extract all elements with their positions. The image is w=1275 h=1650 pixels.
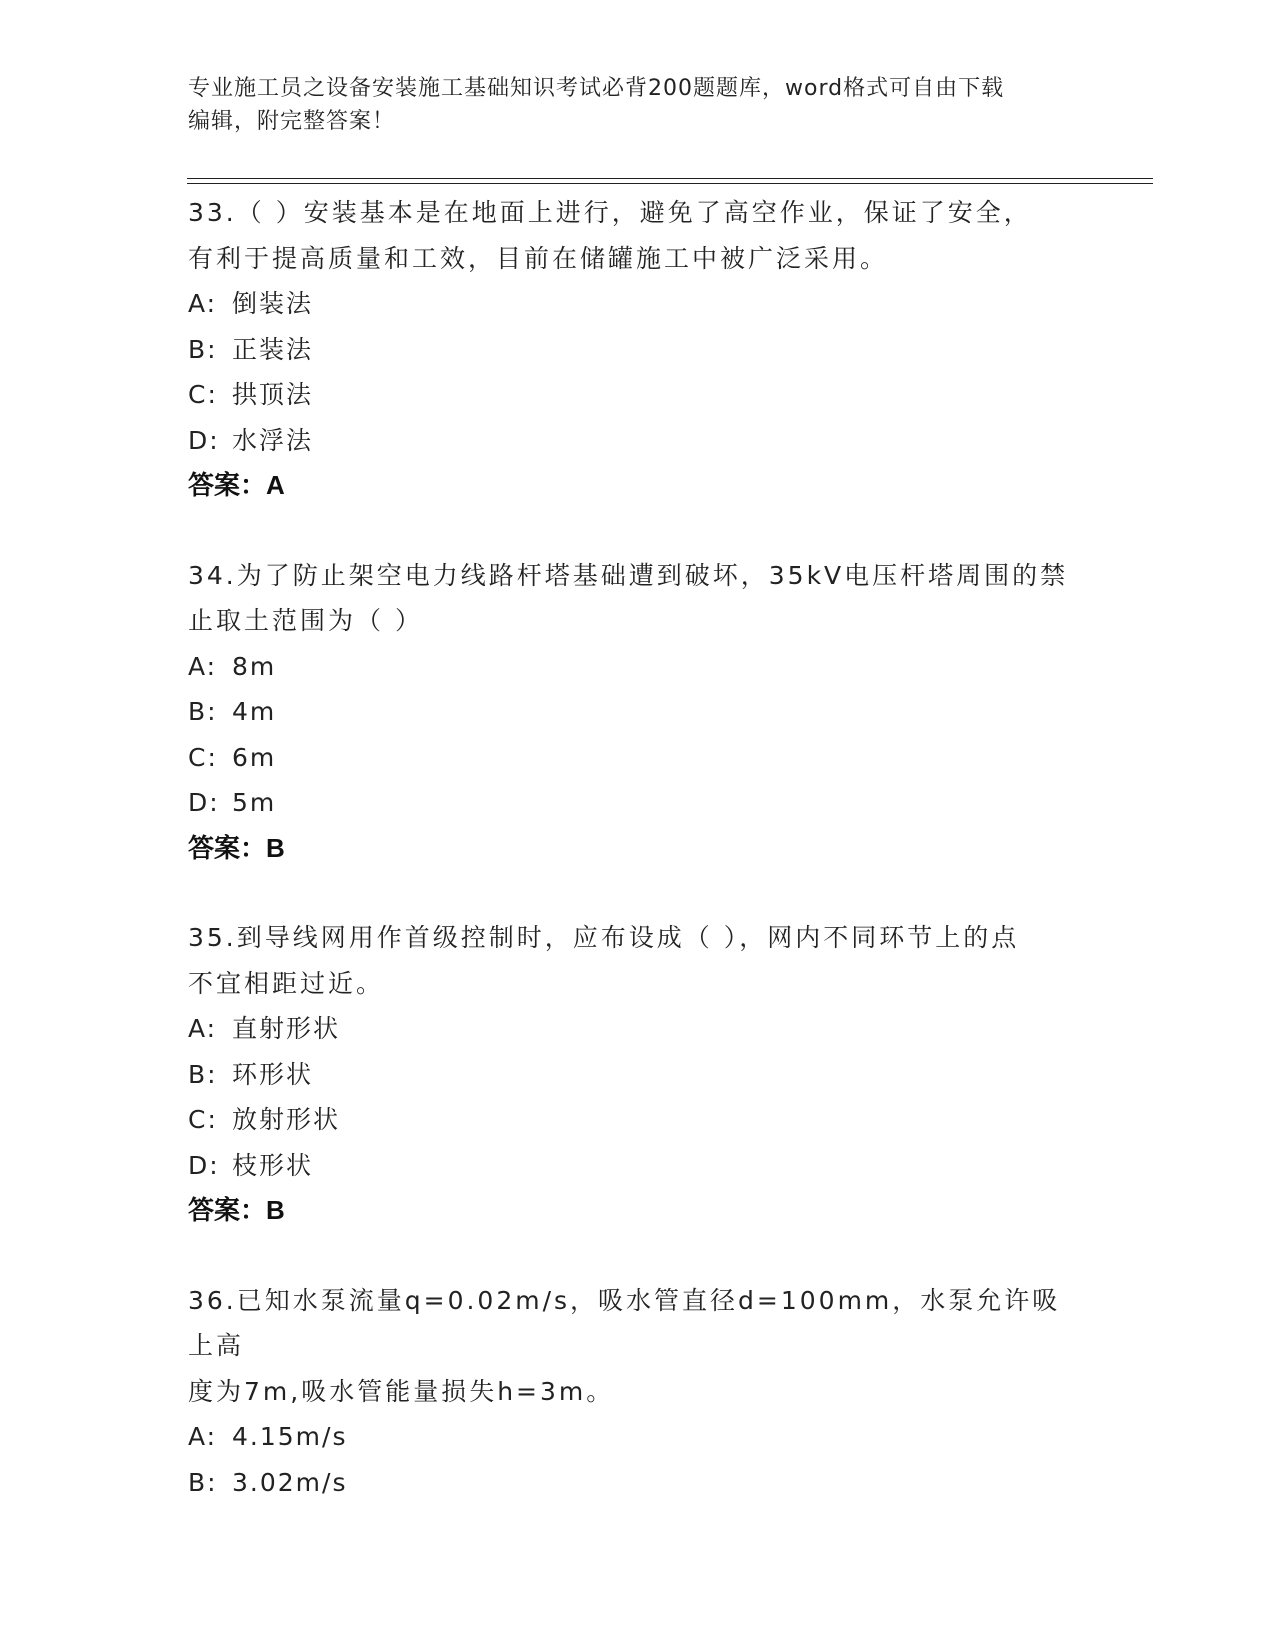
option-a xyxy=(188,644,1088,690)
option-c xyxy=(188,1097,1088,1143)
option-d xyxy=(188,1143,1088,1189)
option-key: D: xyxy=(188,788,220,817)
option-a xyxy=(188,281,1088,327)
option-key: D: xyxy=(188,1150,220,1180)
option-key: B: xyxy=(188,334,218,364)
option-text: 放射形状 xyxy=(232,1105,341,1134)
option-key: A: xyxy=(188,289,218,318)
option-text: 正装法 xyxy=(232,334,314,364)
option-b xyxy=(188,1052,1088,1098)
document-header xyxy=(188,72,1088,138)
option-b xyxy=(188,1460,1088,1506)
option-key: B: xyxy=(188,697,218,726)
answer-line: 答案：B xyxy=(188,832,285,863)
option-text: 4m xyxy=(232,697,277,726)
answer-line: 答案：B xyxy=(188,1195,285,1225)
option-text: 3.02m/s xyxy=(232,1467,348,1497)
question-text-line: 度为7m,吸水管能量损失h=3m。 xyxy=(188,1376,615,1406)
option-b xyxy=(188,689,1088,735)
question-33 xyxy=(188,190,1088,509)
option-key: A: xyxy=(188,1014,218,1043)
option-text: 6m xyxy=(232,742,277,772)
question-text-line: 有利于提高质量和工效，目前在储罐施工中被广泛采用。 xyxy=(188,243,889,273)
option-c xyxy=(188,735,1088,781)
option-a xyxy=(188,1006,1088,1052)
header-line-2: 编辑，附完整答案！ xyxy=(188,109,396,134)
question-36 xyxy=(188,1278,1088,1506)
question-text-line: 33.（ ）安装基本是在地面上进行，避免了高空作业，保证了安全， xyxy=(188,198,1032,227)
header-line-1: 专业施工员之设备安装施工基础知识考试必背200题题库，word格式可自由下载 xyxy=(188,76,1005,101)
question-text-line: 不宜相距过近。 xyxy=(188,968,385,998)
option-key: A: xyxy=(188,651,218,681)
option-text: 枝形状 xyxy=(232,1150,314,1180)
question-34 xyxy=(188,553,1088,872)
option-text: 倒装法 xyxy=(232,289,314,318)
option-text: 环形状 xyxy=(232,1059,314,1089)
option-key: B: xyxy=(188,1059,218,1089)
question-text-line: 35.到导线网用作首级控制时，应布设成（ ），网内不同环节上的点 xyxy=(188,923,1020,952)
option-key: C: xyxy=(188,1105,218,1134)
option-c xyxy=(188,372,1088,418)
option-key: D: xyxy=(188,425,220,455)
option-text: 5m xyxy=(232,788,277,817)
option-text: 直射形状 xyxy=(232,1014,341,1043)
question-text-line: 36.已知水泵流量q=0.02m/s，吸水管直径d=100mm，水泵允许吸上高 xyxy=(188,1285,1061,1360)
question-text-line: 34.为了防止架空电力线路杆塔基础遭到破坏，35kV电压杆塔周围的禁 xyxy=(188,560,1069,590)
option-text: 拱顶法 xyxy=(232,380,314,409)
option-text: 8m xyxy=(232,651,277,681)
option-a xyxy=(188,1414,1088,1460)
option-key: C: xyxy=(188,742,218,772)
option-key: A: xyxy=(188,1422,218,1451)
option-d xyxy=(188,418,1088,464)
option-key: C: xyxy=(188,380,218,409)
question-list xyxy=(188,190,1088,1549)
option-text: 水浮法 xyxy=(232,425,314,455)
option-b xyxy=(188,327,1088,373)
option-d xyxy=(188,780,1088,826)
option-key: B: xyxy=(188,1467,218,1497)
answer-line: 答案：A xyxy=(188,470,285,500)
question-text-line: 止取土范围为（ ） xyxy=(188,606,423,635)
question-35 xyxy=(188,915,1088,1234)
header-divider-bottom xyxy=(187,183,1153,184)
header-divider-top xyxy=(187,178,1153,179)
option-text: 4.15m/s xyxy=(232,1422,348,1451)
